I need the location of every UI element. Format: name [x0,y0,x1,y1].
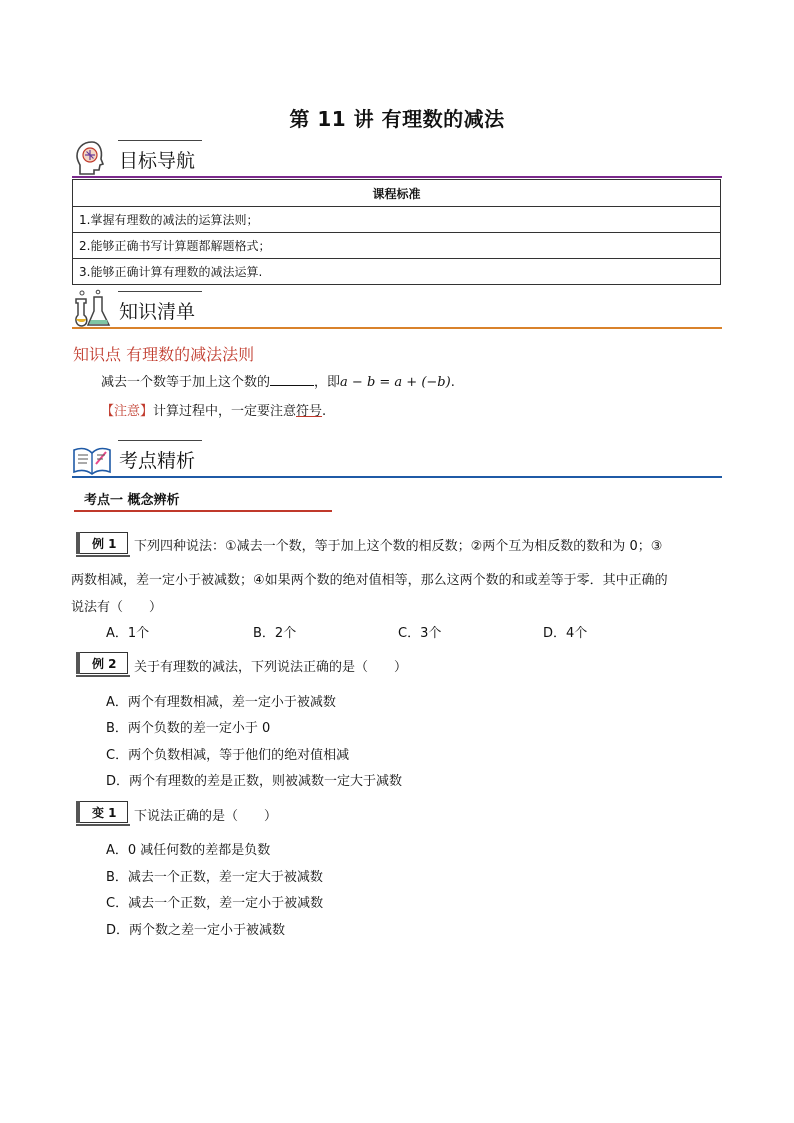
example-tag [76,532,128,554]
standards-row: 1.掌握有理数的减法的运算法则； [73,207,721,233]
question-text: 说法有（ ） [71,600,163,615]
answer-option: C．两个负数相减，等于他们的绝对值相减 [106,748,350,763]
note-underlined: 符号 [296,404,323,419]
subtraction-rule [101,373,455,393]
question-text: 两数相减，差一定小于被减数；④如果两个数的绝对值相等，那么这两个数的和或差等于零．其中正确的 [71,573,668,588]
question-text: 下列四种说法：①减去一个数，等于加上这个数的相反数；②两个互为相反数的数和为 0；③ [134,539,663,554]
standards-row: 2.能够正确书写计算题都解题格式； [73,233,721,259]
section-header-exam [72,438,722,478]
answer-option: D．两个数之差一定小于被减数 [106,923,286,938]
example-tag [76,801,128,823]
lab-flasks-icon [72,289,112,329]
rule-end: . [450,375,455,390]
standards-row: 3.能够正确计算有理数的减法运算. [73,259,721,285]
section-header-knowledge [72,289,722,329]
answer-option: C．减去一个正数，差一定小于被减数 [106,896,324,911]
rule-formula: a − b = a + (−b) [340,375,451,390]
brain-head-icon [72,138,112,178]
section-label-knowledge: 知识清单 [119,301,196,323]
note-text: 计算过程中，一定要注意 [153,404,297,419]
knowledge-point-title: 知识点 有理数的减法法则 [73,345,255,364]
standards-header: 课程标准 [73,180,721,207]
example-tag-label: 变 1 [92,806,117,820]
section-rule-goals [72,176,722,178]
kaodian-title: 考点一 概念辨析 [84,493,180,508]
page-title: 第 11 讲 有理数的减法 [289,107,505,131]
open-book-icon [72,438,112,478]
kaodian-underline [74,510,332,512]
section-rule-exam [72,476,722,478]
answer-option: B．2个 [253,626,297,641]
answer-option: A．两个有理数相减，差一定小于被减数 [106,695,336,710]
question-text: 下说法正确的是（ ） [134,809,278,824]
fill-blank [270,373,314,386]
example-tag [76,652,128,674]
note-line [101,402,326,422]
rule-text-after: ，即 [314,375,341,390]
answer-option: B．两个负数的差一定小于 0 [106,721,271,736]
answer-option: A．1个 [106,626,150,641]
answer-option: D．4个 [543,626,588,641]
answer-option: C．3个 [398,626,442,641]
section-label-exam: 考点精析 [119,450,196,472]
rule-text: 减去一个数等于加上这个数的 [101,375,271,390]
answer-option: A．0 减任何数的差都是负数 [106,843,271,858]
section-header-goals [72,138,722,178]
question-text: 关于有理数的减法，下列说法正确的是（ ） [134,660,408,675]
example-tag-label: 例 2 [92,657,117,671]
answer-option: B．减去一个正数，差一定大于被减数 [106,870,323,885]
note-end: . [322,404,327,419]
example-tag-label: 例 1 [92,537,117,551]
answer-option: D．两个有理数的差是正数，则被减数一定大于减数 [106,774,403,789]
note-label: 【注意】 [101,404,154,419]
section-label-goals: 目标导航 [119,150,196,172]
section-rule-knowledge [72,327,722,329]
standards-table [72,179,721,285]
